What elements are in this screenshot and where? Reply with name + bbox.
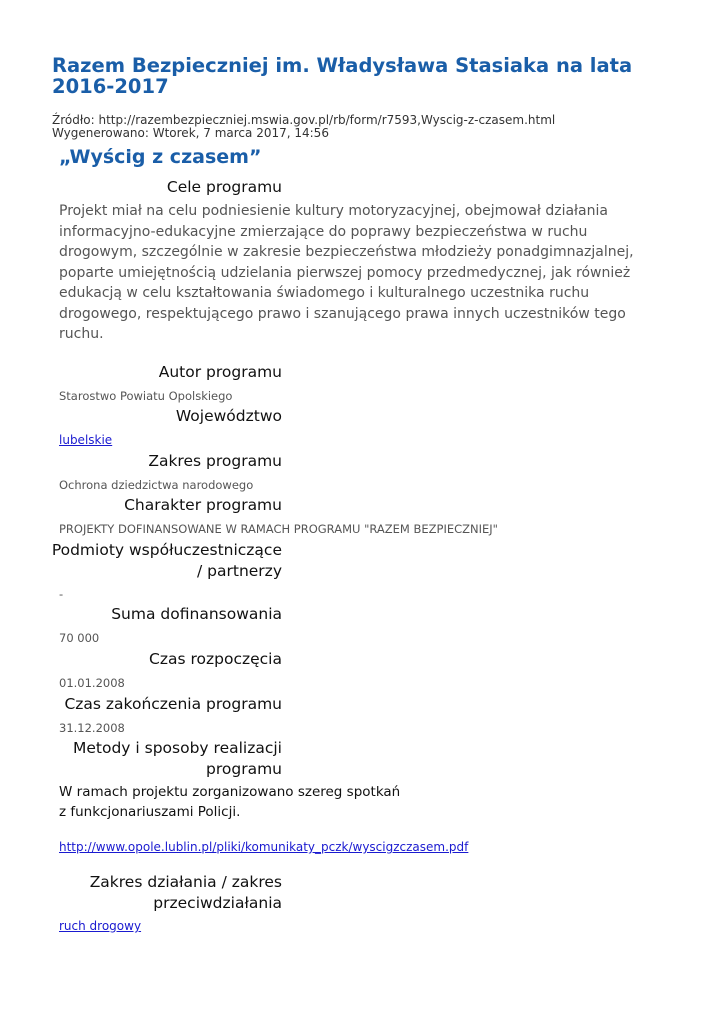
methods-label-line-1: Metody i sposoby realizacji [73,739,282,757]
document-meta [52,114,555,140]
partners-label-line-1: Podmioty współuczestniczące [51,541,282,559]
partners-value: - [59,587,64,601]
end-label: Czas zakończenia programu [64,695,282,713]
voivodeship-label: Województwo [175,407,282,425]
source-line: Źródło: http://razembezpieczniej.mswia.gov.pl/rb/form/r7593,Wyscig-z-czasem.html [52,113,556,127]
end-value: 31.12.2008 [59,721,125,735]
author-label: Autor programu [158,363,282,381]
action-scope-label-line-2: przeciwdziałania [153,894,282,912]
start-value: 01.01.2008 [59,676,125,690]
generated-line: Wygenerowano: Wtorek, 7 marca 2017, 14:56 [52,126,329,140]
program-name: „Wyścig z czasem” [59,146,262,168]
methods-label-line-2: programu [206,760,282,778]
action-scope-label-line-1: Zakres działania / zakres [89,873,282,891]
methods-text-line-2: z funkcjonariuszami Policji. [59,804,241,820]
scope-label: Zakres programu [148,452,282,470]
methods-text [59,782,419,822]
voivodeship-link[interactable]: lubelskie [59,433,113,447]
scope-value: Ochrona dziedzictwa narodowego [59,478,254,492]
funding-label: Suma dofinansowania [111,605,282,623]
methods-pdf-link[interactable]: http://www.opole.lublin.pl/pliki/komunikaty_pczk/wyscigzczasem.pdf [59,840,469,854]
start-label: Czas rozpoczęcia [149,650,282,668]
partners-label-line-2: / partnerzy [197,562,282,580]
funding-value: 70 000 [59,631,100,645]
goals-label: Cele programu [166,178,282,196]
character-label: Charakter programu [124,496,282,514]
character-value: PROJEKTY DOFINANSOWANE W RAMACH PROGRAMU "RAZEM BEZPIECZNIEJ" [59,522,498,536]
goals-text: Projekt miał na celu podniesienie kultury motoryzacyjnej, obejmował działania informacyjno-edukacyjne zmierzające do poprawy bezpieczeństwa w ruchu drogowym, szczególnie w zakresie bezpieczeństwa młodzieży ponadgimnazjalnej, poparte umiejętnością udzielania pierwszej pomocy przedmedycznej, jak również edukacją w celu kształtowania świadomego i kulturalnego uczestnika ruchu drogowego, respektującego prawo i szanującego prawa innych uczestników tego ruchu. [59,203,634,342]
partners-label [52,540,282,582]
action-scope-label [90,872,282,914]
methods-label [73,738,282,780]
author-value: Starostwo Powiatu Opolskiego [59,389,233,403]
methods-text-line-1: W ramach projektu zorganizowano szereg spotkań [59,784,401,800]
page-title: Razem Bezpieczniej im. Władysława Stasiaka na lata 2016-2017 [52,54,633,98]
action-scope-link[interactable]: ruch drogowy [59,919,142,933]
